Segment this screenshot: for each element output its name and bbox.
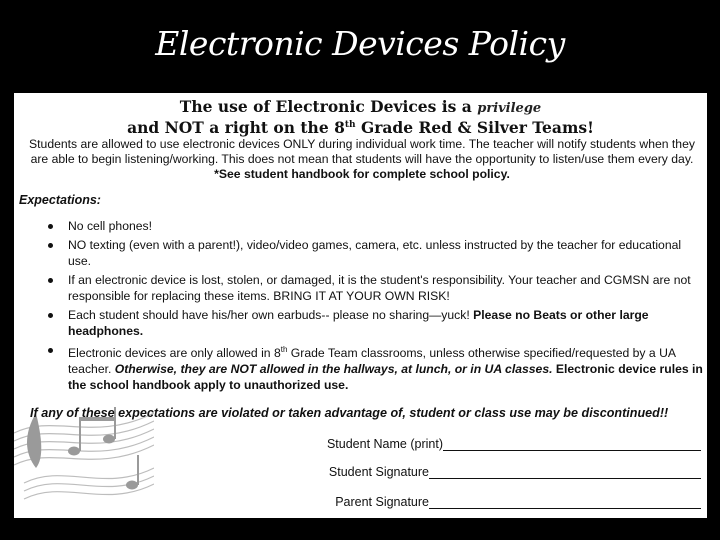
student-name-label: Student Name (print) [326,437,443,451]
policy-heading-line2 [14,118,707,137]
list-item-text-b: Grade Team classrooms, unless otherwise specified/requested by a UA teacher. [68,346,676,377]
list-item-text: No cell phones! [68,219,153,233]
list-item-bold-italic-text: Otherwise, they are NOT allowed in the hallways, at lunch, or in UA classes. [114,362,553,377]
expectations-list [14,218,704,396]
heading-line2-sup: th [344,119,356,130]
bullet-icon [48,278,53,283]
intro-bold-note: *See student handbook for complete school policy. [214,167,510,181]
list-item [14,218,704,234]
heading-line2-text-a: and NOT a right on the 8 [127,118,345,137]
student-signature-label: Student Signature [328,465,429,479]
discontinue-warning: If any of these expectations are violated or taken advantage of, student or class use may be discontinued!! [30,406,669,420]
list-item [14,342,704,393]
list-item-text: Electronic devices are only allowed in 8 [68,346,281,361]
student-signature-field[interactable] [329,465,701,479]
list-item-text: If an electronic device is lost, stolen, or damaged, it is the student's responsibility. Your teacher and CGMSN are not responsible for replacing these items. BRING IT AT YOUR OWN RISK! [68,273,691,303]
expectations-label: Expectations: [19,193,101,207]
list-item-sup: th [280,345,288,354]
student-name-line[interactable] [443,438,701,451]
bullet-icon [48,243,53,248]
list-item [14,272,704,304]
policy-document [14,93,707,518]
list-item [14,237,704,269]
intro-paragraph [19,137,705,182]
parent-signature-field[interactable] [335,495,701,509]
bullet-icon [48,313,53,318]
bullet-icon [48,348,53,353]
policy-heading-line1 [14,97,707,116]
heading-line1-text: The use of Electronic Devices is a [179,97,478,116]
list-item-bold-text: Electronic device rules in the school handbook apply to unauthorized use. [68,362,703,393]
list-item [14,307,704,339]
student-name-field[interactable] [327,437,701,451]
list-item-bold-text: Please no Beats or other large headphones. [68,308,649,338]
list-item-text: Each student should have his/her own earbuds-- please no sharing—yuck! [68,308,474,322]
parent-signature-label: Parent Signature [335,495,429,509]
intro-text: Students are allowed to use electronic devices ONLY during individual work time. The teacher will notify students when they are able to begin listening/working. This does not mean that students will have the opportunity to listen/use them every day. [29,137,695,166]
list-item-text: NO texting (even with a parent!), video/video games, camera, etc. unless instructed by the teacher for educational use. [68,238,682,268]
heading-privilege-word: privilege [477,101,542,116]
slide-title: Electronic Devices Policy [155,24,565,63]
bullet-icon [48,224,53,229]
parent-signature-line[interactable] [429,496,701,509]
student-signature-line[interactable] [429,466,701,479]
heading-line2-text-b: Grade Red & Silver Teams! [355,118,594,137]
